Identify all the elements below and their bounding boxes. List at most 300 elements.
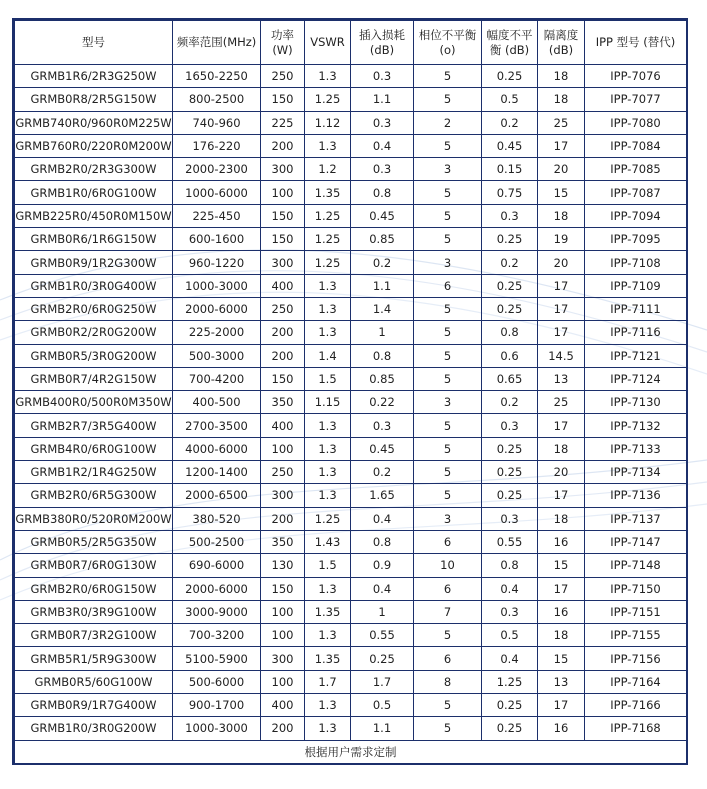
table-cell: GRMB0R9/1R7G400W [15, 694, 173, 717]
table-cell: 0.2 [351, 251, 414, 274]
table-cell: 1.35 [305, 600, 351, 623]
table-cell: 0.25 [482, 694, 538, 717]
table-cell: GRMB0R5/3R0G200W [15, 344, 173, 367]
table-cell: 0.55 [351, 624, 414, 647]
footer-row [15, 740, 687, 764]
table-cell: IPP-7150 [585, 577, 687, 600]
column-header: IPP 型号 (替代) [585, 21, 687, 65]
table-cell: 5 [414, 181, 482, 204]
table-cell: IPP-7087 [585, 181, 687, 204]
table-cell: 1 [351, 600, 414, 623]
table-cell: 19 [538, 228, 585, 251]
table-cell: 0.4 [351, 507, 414, 530]
table-cell: GRMB5R1/5R9G300W [15, 647, 173, 670]
column-header: 插入损耗 (dB) [351, 21, 414, 65]
table-cell: 20 [538, 461, 585, 484]
table-cell: IPP-7116 [585, 321, 687, 344]
table-cell: 200 [261, 321, 305, 344]
table-cell: GRMB0R7/4R2G150W [15, 367, 173, 390]
table-cell: IPP-7109 [585, 274, 687, 297]
table-row [15, 251, 687, 274]
table-cell: 3 [414, 507, 482, 530]
table-cell: 0.25 [482, 484, 538, 507]
table-row [15, 274, 687, 297]
table-cell: 0.3 [351, 158, 414, 181]
table-cell: 100 [261, 181, 305, 204]
table-cell: IPP-7147 [585, 530, 687, 553]
table-cell: 1.3 [305, 717, 351, 740]
table-cell: IPP-7124 [585, 367, 687, 390]
table-cell: 500-3000 [173, 344, 261, 367]
table-cell: 900-1700 [173, 694, 261, 717]
table-cell: 0.8 [482, 554, 538, 577]
table-cell: 1.1 [351, 88, 414, 111]
table-cell: 100 [261, 624, 305, 647]
table-cell: 0.4 [351, 134, 414, 157]
table-cell: 17 [538, 414, 585, 437]
column-header: 型号 [15, 21, 173, 65]
table-cell: 1.3 [305, 577, 351, 600]
table-cell: GRMB2R0/2R3G300W [15, 158, 173, 181]
column-header: 幅度不平 衡 (dB) [482, 21, 538, 65]
table-cell: GRMB1R2/1R4G250W [15, 461, 173, 484]
table-row [15, 647, 687, 670]
table-row [15, 484, 687, 507]
table-cell: 250 [261, 65, 305, 88]
table-cell: GRMB0R5/60G100W [15, 670, 173, 693]
table-row [15, 670, 687, 693]
table-cell: IPP-7136 [585, 484, 687, 507]
table-cell: IPP-7084 [585, 134, 687, 157]
table-row [15, 600, 687, 623]
table-cell: 0.45 [351, 437, 414, 460]
table-row [15, 228, 687, 251]
table-cell: 18 [538, 65, 585, 88]
table-cell: 300 [261, 484, 305, 507]
table-cell: 1.2 [305, 158, 351, 181]
table-cell: 0.2 [482, 391, 538, 414]
table-cell: 15 [538, 554, 585, 577]
table-cell: 100 [261, 437, 305, 460]
table-cell: 0.25 [482, 274, 538, 297]
table-cell: 0.25 [482, 65, 538, 88]
table-cell: 2 [414, 111, 482, 134]
table-cell: 6 [414, 530, 482, 553]
table-cell: 0.4 [482, 647, 538, 670]
table-cell: IPP-7076 [585, 65, 687, 88]
table-cell: 0.5 [482, 624, 538, 647]
table-row [15, 554, 687, 577]
table-cell: 1.3 [305, 437, 351, 460]
table-cell: 2000-6000 [173, 297, 261, 320]
table-cell: 740-960 [173, 111, 261, 134]
table-cell: 200 [261, 134, 305, 157]
table-cell: 150 [261, 367, 305, 390]
table-cell: 0.25 [482, 437, 538, 460]
table-cell: 0.3 [482, 414, 538, 437]
table-cell: GRMB1R6/2R3G250W [15, 65, 173, 88]
table-cell: 16 [538, 600, 585, 623]
table-cell: IPP-7111 [585, 297, 687, 320]
table-cell: 18 [538, 507, 585, 530]
table-cell: GRMB2R0/6R0G150W [15, 577, 173, 600]
table-cell: 18 [538, 437, 585, 460]
table-cell: 0.75 [482, 181, 538, 204]
table-cell: 800-2500 [173, 88, 261, 111]
table-row [15, 88, 687, 111]
table-cell: 2000-6000 [173, 577, 261, 600]
column-header: 频率范围(MHz) [173, 21, 261, 65]
table-cell: 150 [261, 577, 305, 600]
table-cell: 0.8 [482, 321, 538, 344]
table-cell: 0.25 [351, 647, 414, 670]
table-cell: 1.3 [305, 274, 351, 297]
table-cell: 350 [261, 391, 305, 414]
table-cell: 0.3 [351, 111, 414, 134]
table-cell: 13 [538, 670, 585, 693]
table-cell: GRMB380R0/520R0M200W [15, 507, 173, 530]
table-cell: 13 [538, 367, 585, 390]
table-cell: 5 [414, 414, 482, 437]
table-cell: 690-6000 [173, 554, 261, 577]
table-cell: GRMB0R7/6R0G130W [15, 554, 173, 577]
table-cell: 0.8 [351, 344, 414, 367]
table-cell: 1000-3000 [173, 274, 261, 297]
table-cell: 1 [351, 321, 414, 344]
table-cell: 5 [414, 297, 482, 320]
table-cell: 300 [261, 251, 305, 274]
table-cell: 17 [538, 694, 585, 717]
table-cell: 0.2 [482, 111, 538, 134]
table-cell: GRMB4R0/6R0G100W [15, 437, 173, 460]
table-cell: 18 [538, 624, 585, 647]
table-cell: 1.5 [305, 367, 351, 390]
table-cell: 5 [414, 367, 482, 390]
table-cell: IPP-7151 [585, 600, 687, 623]
table-row [15, 297, 687, 320]
table-cell: 5100-5900 [173, 647, 261, 670]
column-header: 功率 (W) [261, 21, 305, 65]
table-row [15, 134, 687, 157]
table-cell: 1.3 [305, 461, 351, 484]
table-cell: 5 [414, 88, 482, 111]
table-cell: 0.85 [351, 228, 414, 251]
table-cell: GRMB1R0/6R0G100W [15, 181, 173, 204]
table-cell: 1000-6000 [173, 181, 261, 204]
table-cell: 0.65 [482, 367, 538, 390]
table-cell: 1.35 [305, 647, 351, 670]
table-cell: 6 [414, 577, 482, 600]
table-cell: 0.3 [482, 507, 538, 530]
table-row [15, 181, 687, 204]
table-row [15, 577, 687, 600]
column-header: 隔离度 (dB) [538, 21, 585, 65]
header-row [15, 21, 687, 65]
table-cell: 0.8 [351, 530, 414, 553]
table-row [15, 507, 687, 530]
table-cell: 500-6000 [173, 670, 261, 693]
table-cell: 5 [414, 461, 482, 484]
table-cell: 17 [538, 297, 585, 320]
table-cell: 8 [414, 670, 482, 693]
table-row [15, 694, 687, 717]
table-cell: GRMB740R0/960R0M225W [15, 111, 173, 134]
table-row [15, 158, 687, 181]
table-cell: 0.2 [482, 251, 538, 274]
table-cell: 5 [414, 437, 482, 460]
table-cell: 5 [414, 484, 482, 507]
table-cell: 5 [414, 624, 482, 647]
table-cell: 1000-3000 [173, 717, 261, 740]
table-cell: 1.25 [305, 204, 351, 227]
table-cell: 1.4 [351, 297, 414, 320]
table-cell: 17 [538, 484, 585, 507]
table-cell: 1.3 [305, 297, 351, 320]
table-cell: 700-3200 [173, 624, 261, 647]
table-cell: 0.2 [351, 461, 414, 484]
table-cell: 5 [414, 694, 482, 717]
table-cell: 350 [261, 530, 305, 553]
table-cell: 10 [414, 554, 482, 577]
table-cell: 0.4 [482, 577, 538, 600]
table-cell: 1.3 [305, 694, 351, 717]
table-cell: 250 [261, 461, 305, 484]
table-row [15, 321, 687, 344]
table-row [15, 367, 687, 390]
table-cell: 100 [261, 670, 305, 693]
table-cell: 0.6 [482, 344, 538, 367]
table-row [15, 391, 687, 414]
table-cell: 0.3 [351, 414, 414, 437]
table-cell: GRMB2R0/6R0G250W [15, 297, 173, 320]
table-cell: 225-450 [173, 204, 261, 227]
table-cell: 2000-6500 [173, 484, 261, 507]
table-cell: 1.3 [305, 65, 351, 88]
table-cell: 20 [538, 251, 585, 274]
table-cell: IPP-7137 [585, 507, 687, 530]
table-cell: IPP-7108 [585, 251, 687, 274]
table-cell: 16 [538, 530, 585, 553]
table-row [15, 414, 687, 437]
table-cell: 1.25 [305, 251, 351, 274]
table-cell: 700-4200 [173, 367, 261, 390]
table-cell: 1.3 [305, 624, 351, 647]
table-cell: 0.4 [351, 577, 414, 600]
column-header: 相位不平衡 (o) [414, 21, 482, 65]
table-cell: 1.3 [305, 484, 351, 507]
table-cell: 6 [414, 274, 482, 297]
table-cell: 17 [538, 274, 585, 297]
table-footer [15, 740, 687, 764]
table-cell: 1650-2250 [173, 65, 261, 88]
table-cell: 0.3 [351, 65, 414, 88]
table-cell: 1.25 [305, 507, 351, 530]
column-header: VSWR [305, 21, 351, 65]
table-cell: 1.43 [305, 530, 351, 553]
table-cell: 0.3 [482, 600, 538, 623]
table-cell: 20 [538, 158, 585, 181]
table-cell: 0.85 [351, 367, 414, 390]
table-cell: 25 [538, 391, 585, 414]
table-cell: 14.5 [538, 344, 585, 367]
table-cell: IPP-7080 [585, 111, 687, 134]
table-cell: 0.5 [482, 88, 538, 111]
table-cell: IPP-7130 [585, 391, 687, 414]
table-cell: 0.8 [351, 181, 414, 204]
table-cell: 18 [538, 88, 585, 111]
table-cell: 7 [414, 600, 482, 623]
table-cell: 1.3 [305, 134, 351, 157]
table-cell: 3 [414, 158, 482, 181]
table-cell: GRMB0R8/2R5G150W [15, 88, 173, 111]
table-row [15, 717, 687, 740]
table-cell: 1200-1400 [173, 461, 261, 484]
table-cell: 1.12 [305, 111, 351, 134]
table-cell: 380-520 [173, 507, 261, 530]
table-cell: IPP-7156 [585, 647, 687, 670]
table-cell: 25 [538, 111, 585, 134]
table-cell: GRMB225R0/450R0M150W [15, 204, 173, 227]
table-cell: 1.7 [305, 670, 351, 693]
table-cell: 1.3 [305, 321, 351, 344]
table-cell: 150 [261, 204, 305, 227]
table-body [15, 65, 687, 741]
table-header [15, 21, 687, 65]
table-row [15, 461, 687, 484]
table-row [15, 530, 687, 553]
table-row [15, 624, 687, 647]
custom-order-note: 根据用户需求定制 [15, 740, 687, 764]
table-cell: 150 [261, 88, 305, 111]
table-cell: 150 [261, 228, 305, 251]
table-cell: GRMB1R0/3R0G200W [15, 717, 173, 740]
table-row [15, 111, 687, 134]
table-cell: 200 [261, 344, 305, 367]
table-cell: 4000-6000 [173, 437, 261, 460]
table-cell: GRMB2R0/6R5G300W [15, 484, 173, 507]
table-row [15, 344, 687, 367]
table-cell: 100 [261, 600, 305, 623]
table-cell: 17 [538, 577, 585, 600]
table-cell: GRMB1R0/3R0G400W [15, 274, 173, 297]
table-cell: 0.25 [482, 717, 538, 740]
table-cell: 18 [538, 204, 585, 227]
table-cell: 300 [261, 158, 305, 181]
table-cell: 1.25 [305, 228, 351, 251]
table-cell: IPP-7094 [585, 204, 687, 227]
table-cell: 0.22 [351, 391, 414, 414]
product-spec-table [14, 20, 687, 765]
table-cell: 3 [414, 391, 482, 414]
table-cell: IPP-7134 [585, 461, 687, 484]
table-cell: 1.25 [482, 670, 538, 693]
table-cell: 0.25 [482, 461, 538, 484]
table-cell: IPP-7168 [585, 717, 687, 740]
table-cell: GRMB0R7/3R2G100W [15, 624, 173, 647]
table-cell: 2700-3500 [173, 414, 261, 437]
table-cell: 400 [261, 694, 305, 717]
table-cell: IPP-7077 [585, 88, 687, 111]
table-cell: 15 [538, 647, 585, 670]
table-cell: 1.7 [351, 670, 414, 693]
table-cell: GRMB2R7/3R5G400W [15, 414, 173, 437]
table-cell: GRMB760R0/220R0M200W [15, 134, 173, 157]
table-cell: 5 [414, 344, 482, 367]
table-row [15, 204, 687, 227]
table-cell: 3000-9000 [173, 600, 261, 623]
table-cell: IPP-7085 [585, 158, 687, 181]
table-cell: 1.1 [351, 717, 414, 740]
table-cell: IPP-7166 [585, 694, 687, 717]
table-cell: 5 [414, 321, 482, 344]
table-cell: GRMB0R5/2R5G350W [15, 530, 173, 553]
table-cell: 15 [538, 181, 585, 204]
table-cell: 225 [261, 111, 305, 134]
table-cell: 1.1 [351, 274, 414, 297]
table-cell: 5 [414, 228, 482, 251]
table-cell: GRMB0R9/1R2G300W [15, 251, 173, 274]
table-cell: IPP-7148 [585, 554, 687, 577]
table-cell: 1.5 [305, 554, 351, 577]
table-cell: IPP-7095 [585, 228, 687, 251]
table-cell: IPP-7121 [585, 344, 687, 367]
table-cell: IPP-7164 [585, 670, 687, 693]
table-cell: 1.65 [351, 484, 414, 507]
table-cell: GRMB3R0/3R9G100W [15, 600, 173, 623]
table-cell: GRMB0R6/1R6G150W [15, 228, 173, 251]
table-cell: 400 [261, 414, 305, 437]
table-cell: 300 [261, 647, 305, 670]
table-cell: 200 [261, 507, 305, 530]
table-cell: 0.55 [482, 530, 538, 553]
table-cell: 6 [414, 647, 482, 670]
table-cell: GRMB400R0/500R0M350W [15, 391, 173, 414]
table-cell: 200 [261, 717, 305, 740]
table-cell: 0.45 [351, 204, 414, 227]
table-cell: 225-2000 [173, 321, 261, 344]
table-cell: IPP-7155 [585, 624, 687, 647]
table-cell: 1.25 [305, 88, 351, 111]
table-row [15, 437, 687, 460]
table-cell: GRMB0R2/2R0G200W [15, 321, 173, 344]
table-cell: 5 [414, 65, 482, 88]
table-cell: 5 [414, 134, 482, 157]
table-cell: 130 [261, 554, 305, 577]
table-cell: 0.5 [351, 694, 414, 717]
table-cell: 0.15 [482, 158, 538, 181]
table-cell: 1.3 [305, 414, 351, 437]
table-cell: IPP-7132 [585, 414, 687, 437]
table-cell: 5 [414, 204, 482, 227]
table-cell: 17 [538, 134, 585, 157]
table-row [15, 65, 687, 88]
table-cell: 960-1220 [173, 251, 261, 274]
table-cell: 0.45 [482, 134, 538, 157]
table-cell: 3 [414, 251, 482, 274]
table-cell: IPP-7133 [585, 437, 687, 460]
table-cell: 1.35 [305, 181, 351, 204]
table-cell: 400 [261, 274, 305, 297]
table-cell: 0.25 [482, 228, 538, 251]
table-cell: 1.4 [305, 344, 351, 367]
table-cell: 1.15 [305, 391, 351, 414]
table-cell: 5 [414, 717, 482, 740]
table-cell: 600-1600 [173, 228, 261, 251]
table-cell: 0.9 [351, 554, 414, 577]
table-cell: 176-220 [173, 134, 261, 157]
table-cell: 0.25 [482, 297, 538, 320]
table-cell: 2000-2300 [173, 158, 261, 181]
